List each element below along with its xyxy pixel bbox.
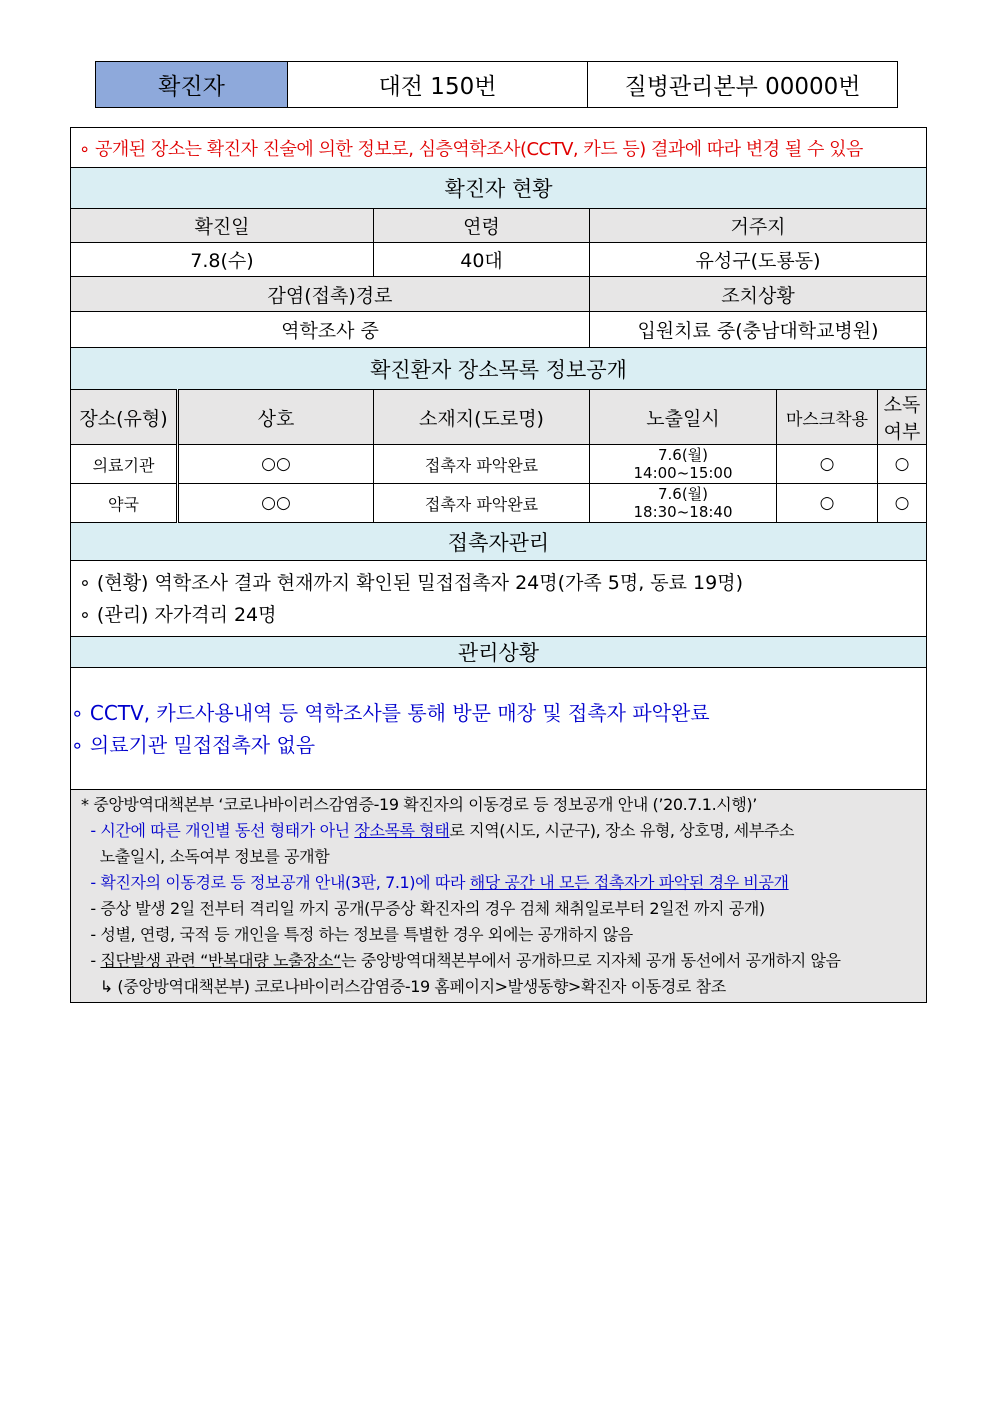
footnote-line-1b: 장소목록 형태 (354, 821, 450, 840)
footnote-line-6c: 는 중앙방역대책본부에서 공개하므로 지자체 공개 동선에서 공개하지 않음 (341, 951, 841, 970)
footnote-line-6b: 집단발생 관련 “반복대량 노출장소“ (100, 951, 342, 970)
exposure-hours: 18:30~18:40 (633, 503, 733, 521)
exposure-hours: 14:00~15:00 (633, 464, 733, 482)
exposure-time (590, 445, 777, 484)
footnote-line-5: - 성별, 연령, 국적 등 개인을 특정 하는 정보를 특별한 경우 외에는 공개하지 않음 (81, 925, 633, 944)
case-label: 확진자 (96, 62, 288, 108)
col-business-name: 상호 (178, 390, 374, 445)
footnote (71, 790, 927, 1003)
contacts-body (71, 561, 927, 637)
infection-route-header: 감염(접촉)경로 (71, 277, 590, 312)
col-address: 소재지(도로명) (374, 390, 590, 445)
footnote-line-7: ↳ (중앙방역대책본부) 코로나바이러스감염증-19 홈페이지>발생동향>확진자 이동경로 참조 (81, 977, 726, 996)
exposure-time (590, 484, 777, 523)
action-status-value: 입원치료 중(충남대학교병원) (590, 312, 927, 348)
disclosure-notice: ∘ 공개된 장소는 확진자 진술에 의한 정보로, 심층역학조사(CCTV, 카드 등) 결과에 따라 변경 될 수 있음 (71, 128, 927, 168)
disinfect-status: ○ (878, 445, 927, 484)
place-type: 약국 (71, 484, 178, 523)
residence-header: 거주지 (590, 209, 927, 243)
footnote-title: * 중앙방역대책본부 ‘코로나바이러스감염증-19 확진자의 이동경로 등 정보공개 안내 (’20.7.1.시행)’ (81, 795, 757, 814)
col-exposure-time: 노출일시 (590, 390, 777, 445)
infection-route-value: 역학조사 중 (71, 312, 590, 348)
exposure-date: 7.6(월) (657, 446, 709, 464)
footnote-line-1a: - 시간에 따른 개인별 동선 형태가 아닌 (81, 821, 355, 840)
contacts-section-title: 접촉자관리 (71, 523, 927, 561)
table-row (71, 484, 927, 523)
footnote-line-6a: - (81, 951, 101, 970)
footnote-line-3b: 해당 공간 내 모든 접촉자가 파악된 경우 비공개 (469, 873, 789, 892)
business-name: ○○ (178, 484, 374, 523)
disinfect-status: ○ (878, 484, 927, 523)
exposure-date: 7.6(월) (657, 485, 709, 503)
confirm-date-value: 7.8(수) (71, 243, 374, 277)
footnote-line-4: - 증상 발생 2일 전부터 격리일 까지 공개(무증상 확진자의 경우 검체 채취일로부터 2일전 까지 공개) (81, 899, 765, 918)
table-row (71, 445, 927, 484)
mask-status: ○ (777, 484, 878, 523)
places-section-title: 확진환자 장소목록 정보공개 (71, 348, 927, 390)
col-mask: 마스크착용 (777, 390, 878, 445)
residence-value: 유성구(도룡동) (590, 243, 927, 277)
place-address: 접촉자 파악완료 (374, 484, 590, 523)
col-disinfect: 소독여부 (878, 390, 927, 445)
case-header-table (95, 61, 898, 108)
place-address: 접촉자 파악완료 (374, 445, 590, 484)
management-line-cctv: ∘ CCTV, 카드사용내역 등 역학조사를 통해 방문 매장 및 접촉자 파악완료 (71, 700, 710, 725)
case-region-number: 대전 150번 (288, 62, 588, 108)
age-header: 연령 (374, 209, 590, 243)
action-status-header: 조치상황 (590, 277, 927, 312)
contacts-management-line: ∘ (관리) 자가격리 24명 (79, 603, 277, 626)
footnote-line-6 (81, 948, 920, 974)
business-name: ○○ (178, 445, 374, 484)
footnote-line-1 (81, 818, 920, 844)
confirm-date-header: 확진일 (71, 209, 374, 243)
case-national-number: 질병관리본부 00000번 (588, 62, 898, 108)
age-value: 40대 (374, 243, 590, 277)
footnote-line-1c: 로 지역(시도, 시군구), 장소 유형, 상호명, 세부주소 (449, 821, 795, 840)
status-section-title: 확진자 현황 (71, 168, 927, 209)
management-line-medical: ∘ 의료기관 밀접접촉자 없음 (71, 732, 316, 757)
col-place-type: 장소(유형) (71, 390, 178, 445)
management-body (71, 668, 927, 790)
mask-status: ○ (777, 445, 878, 484)
management-section-title: 관리상황 (71, 637, 927, 668)
contacts-status-line: ∘ (현황) 역학조사 결과 현재까지 확인된 밀접접촉자 24명(가족 5명, 동료 19명) (79, 571, 743, 594)
place-type: 의료기관 (71, 445, 178, 484)
case-info-table (70, 127, 927, 1003)
footnote-line-2: 노출일시, 소독여부 정보를 공개함 (81, 847, 330, 866)
footnote-line-3 (81, 870, 920, 896)
footnote-line-3a: - 확진자의 이동경로 등 정보공개 안내(3판, 7.1)에 따라 (81, 873, 470, 892)
